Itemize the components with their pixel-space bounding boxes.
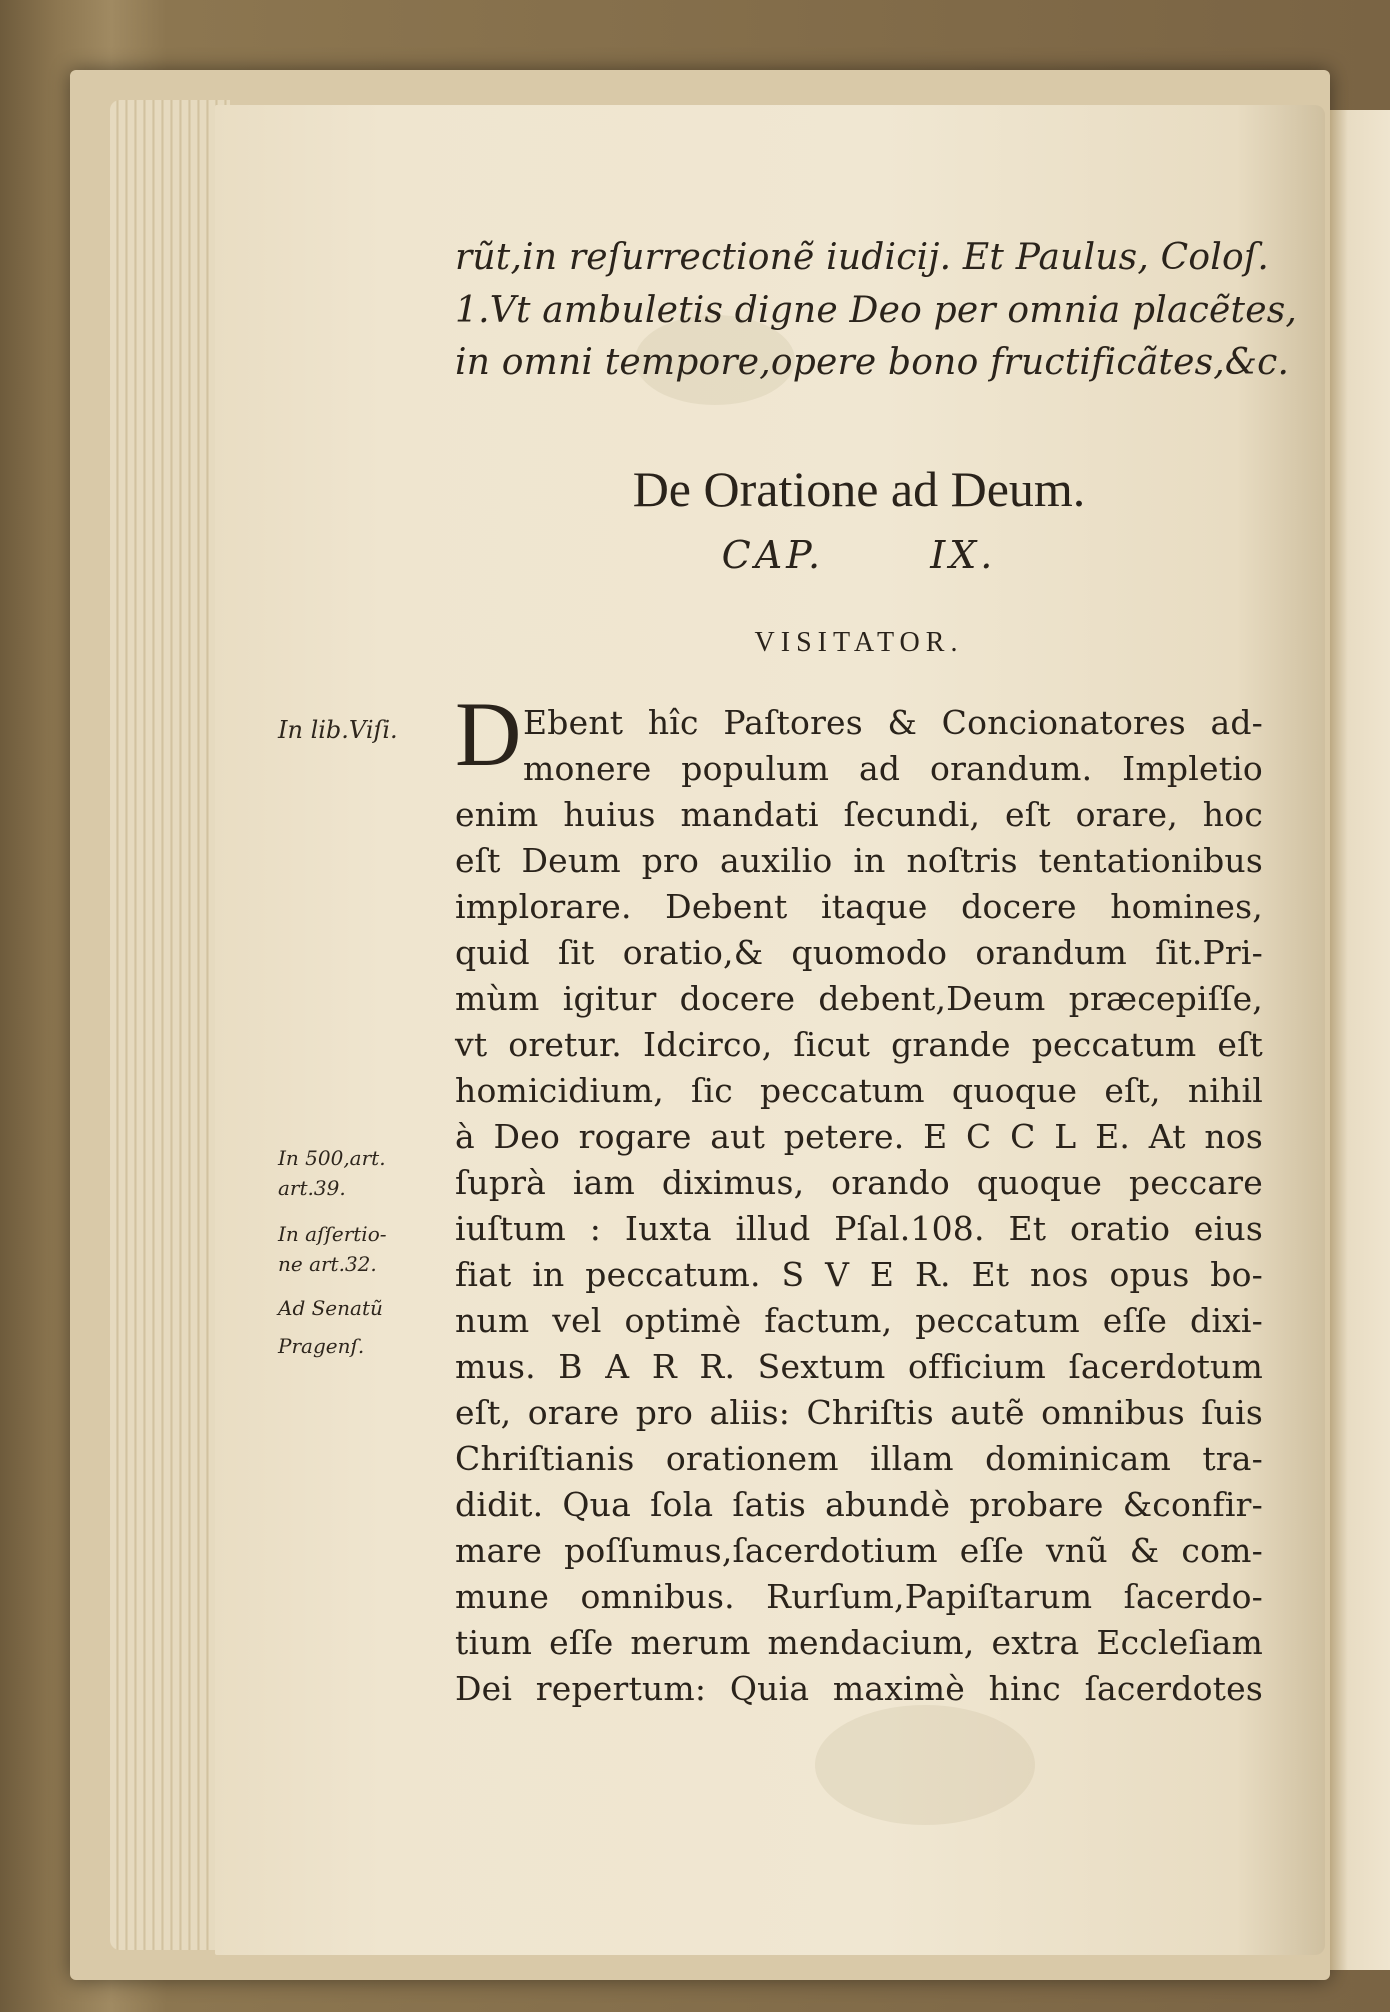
text-line: didit. Qua ſola ſatis abundè probare &confir- [455, 1485, 1263, 1524]
text-line: num vel optimè factum, peccatum eſſe dixi- [455, 1301, 1263, 1340]
margin-note: Pragenſ. [278, 1334, 365, 1358]
text-line: ſuprà iam diximus, orando quoque peccare [455, 1163, 1263, 1202]
drop-cap-initial: D [455, 683, 522, 785]
text-line: tium eſſe merum mendacium, extra Eccleſiam [455, 1623, 1263, 1662]
text-line: monere populum ad orandum. Impletio [523, 749, 1263, 788]
margin-note: Ad Senatũ [278, 1296, 383, 1320]
text-line: Ebent hîc Paſtores & Concionatores ad- [523, 703, 1263, 742]
chapter-title: De Oratione ad Deum. [632, 461, 1086, 517]
margin-note: ne art.32. [278, 1252, 377, 1276]
page-edges [110, 100, 230, 1950]
margin-note: In aſſertio- [278, 1222, 387, 1246]
text-line: implorare. Debent itaque docere homines, [455, 887, 1263, 926]
text-line: Chriſtianis orationem illam dominicam tra- [455, 1439, 1263, 1478]
text-line: eſt Deum pro auxilio in noſtris tentationibus [455, 841, 1263, 880]
text-line: fiat in peccatum. S V E R. Et nos opus bo- [455, 1255, 1263, 1294]
text-line: eſt, orare pro aliis: Chriſtis autẽ omnibus ſuis [455, 1393, 1263, 1432]
text-line: rũt,in reſurrectionẽ iudicij. Et Paulus, Coloſ. [455, 237, 1270, 278]
text-line: 1.Vt ambuletis digne Deo per omnia placẽtes, [455, 290, 1298, 331]
margin-note: art.39. [278, 1176, 346, 1200]
text-line: iuſtum : Iuxta illud Pſal.108. Et oratio eius [455, 1209, 1263, 1248]
chapter-number: CAP. IX. [721, 533, 997, 577]
text-line: mare poſſumus,ſacerdotium eſſe vnũ & com- [455, 1531, 1263, 1570]
text-line: mune omnibus. Rurſum,Papiſtarum ſacerdo- [455, 1577, 1263, 1616]
text-line: enim huius mandati ſecundi, eſt orare, hoc [455, 795, 1263, 834]
margin-note: In lib.Viſi. [278, 716, 398, 744]
paper-stain [815, 1705, 1035, 1825]
text-line: in omni tempore,opere bono fructificãtes,&c. [455, 342, 1290, 383]
text-line: Dei repertum: Quia maximè hinc ſacerdotes [455, 1669, 1263, 1708]
text-line: mus. B A R R. Sextum officium ſacerdotum [455, 1347, 1263, 1386]
text-line: homicidium, ſic peccatum quoque eſt, nihil [455, 1071, 1263, 1110]
text-line: vt oretur. Idcirco, ſicut grande peccatum eſt [455, 1025, 1263, 1064]
margin-note: In 500,art. [278, 1146, 386, 1170]
text-line: mùm igitur docere debent,Deum præcepiſſe, [455, 979, 1263, 1018]
text-line: quid ſit oratio,& quomodo orandum ſit.Pri- [455, 933, 1263, 972]
speaker-heading: VISITATOR. [754, 627, 964, 658]
facing-page-edge [1330, 110, 1390, 1970]
text-line: à Deo rogare aut petere. E C C L E. At nos [455, 1117, 1263, 1156]
